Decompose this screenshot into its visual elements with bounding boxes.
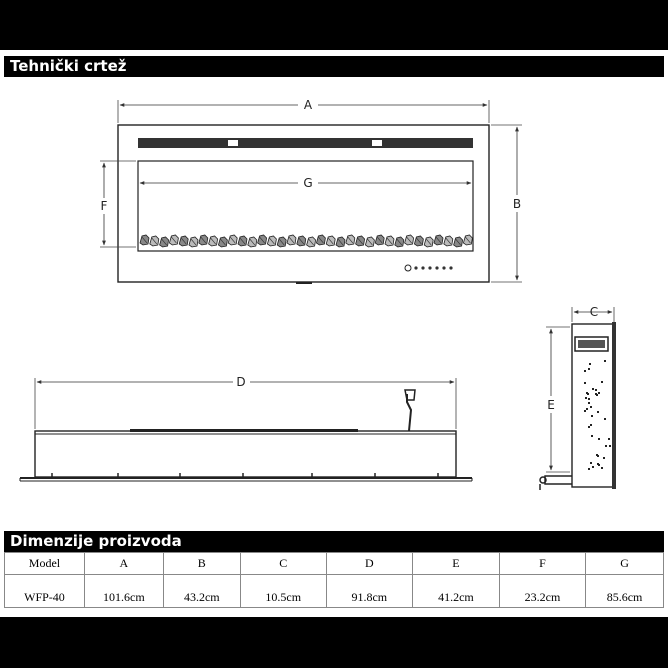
vent-gap	[228, 140, 238, 146]
cell-d: 91.8cm	[326, 575, 412, 608]
header-b: B	[163, 553, 240, 575]
bottom-black-band	[0, 617, 668, 668]
label-a: A	[303, 98, 313, 112]
dimension-g	[140, 176, 471, 190]
side-stipple	[584, 360, 611, 470]
front-outer-frame	[118, 125, 489, 282]
dimension-b	[491, 125, 522, 282]
header-e: E	[412, 553, 499, 575]
cell-model: WFP-40	[5, 575, 85, 608]
top-view-ridge	[130, 429, 358, 432]
top-view	[20, 390, 472, 481]
header-g: G	[586, 553, 664, 575]
top-view-body	[35, 431, 456, 477]
flame-window	[138, 161, 473, 251]
label-f: F	[100, 199, 108, 213]
technical-drawing-title: Tehnički crtež	[4, 56, 664, 77]
label-b: B	[512, 197, 522, 211]
header-c: C	[240, 553, 326, 575]
control-button	[442, 266, 445, 269]
cell-c: 10.5cm	[240, 575, 326, 608]
label-d: D	[236, 375, 246, 389]
dimension-d	[35, 375, 456, 429]
label-e: E	[547, 398, 555, 412]
cell-g: 85.6cm	[586, 575, 664, 608]
top-vent-grille	[138, 138, 473, 148]
front-glass	[612, 322, 616, 489]
dimensions-table	[4, 552, 664, 608]
control-button	[428, 266, 431, 269]
vent-gap	[372, 140, 382, 146]
cell-f: 23.2cm	[499, 575, 585, 608]
front-view	[118, 125, 489, 283]
header-model: Model	[5, 553, 85, 575]
cell-a: 101.6cm	[84, 575, 163, 608]
dimension-c	[572, 305, 614, 322]
power-plug	[405, 390, 415, 400]
product-dimensions-title: Dimenzije proizvoda	[4, 531, 664, 552]
crystal-bed	[140, 235, 472, 247]
control-button	[449, 266, 452, 269]
top-black-band	[0, 0, 668, 50]
header-d: D	[326, 553, 412, 575]
control-button	[435, 266, 438, 269]
cell-e: 41.2cm	[412, 575, 499, 608]
table-row	[5, 575, 664, 608]
technical-drawing	[0, 78, 668, 498]
label-g: G	[303, 176, 313, 190]
dimension-e	[546, 327, 570, 472]
dimension-a	[118, 98, 489, 123]
label-c: C	[589, 305, 599, 319]
control-buttons	[405, 265, 453, 271]
cell-b: 43.2cm	[163, 575, 240, 608]
control-button	[421, 266, 424, 269]
header-f: F	[499, 553, 585, 575]
table-header-row	[5, 553, 664, 575]
wall-bracket	[545, 476, 572, 484]
header-a: A	[84, 553, 163, 575]
control-button	[414, 266, 417, 269]
power-button	[405, 265, 411, 271]
